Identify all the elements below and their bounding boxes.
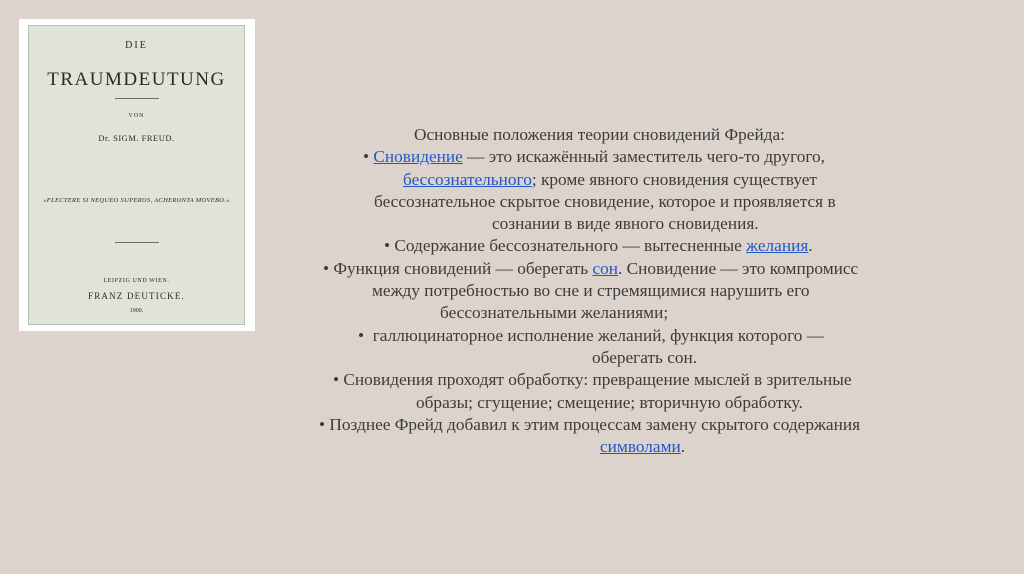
bullet-item-symbols-line2 xyxy=(300,436,1000,458)
bullet-item-dream-line3: бессознательное скрытое сновидение, которое и проявляется в xyxy=(374,191,836,211)
bullet-item-hallucination xyxy=(300,325,1000,347)
bullet-item-function xyxy=(300,258,1000,280)
book-divider xyxy=(115,98,159,99)
bullet-text: . xyxy=(808,236,813,256)
bullet-text: ; кроме явного сновидения существует xyxy=(531,169,817,189)
bullet-item-symbols xyxy=(300,414,1000,436)
bullet-marker: • xyxy=(358,325,365,345)
book-divider xyxy=(115,242,159,243)
bullet-item-dream xyxy=(300,146,1000,168)
bullet-text: Функция сновидений — оберегать xyxy=(333,258,589,278)
heading: Основные положения теории сновидений Фрейда: xyxy=(414,125,785,144)
bullet-item-hallucination-line2: оберегать сон. xyxy=(592,347,698,367)
link-dream[interactable]: Сновидение xyxy=(373,147,463,167)
bullet-text: . Сновидение — это компромисс xyxy=(618,258,859,278)
book-top-word: DIE xyxy=(125,40,148,51)
book-author: Dr. SIGM. FREUD. xyxy=(98,133,175,143)
bullet-text: — это искажённый заместитель чего-то другого, xyxy=(467,147,825,167)
bullet-item-function-line3: бессознательными желаниями; xyxy=(440,303,669,323)
link-unconscious[interactable]: бессознательного xyxy=(403,169,532,189)
bullet-marker: • xyxy=(323,258,330,278)
bullet-marker: • xyxy=(384,236,391,256)
book-publisher: FRANZ DEUTICKE. xyxy=(88,291,185,301)
bullet-item-dream-line2 xyxy=(300,169,1000,191)
bullet-marker: • xyxy=(363,147,370,167)
book-place: LEIPZIG UND WIEN. xyxy=(103,278,170,284)
bullet-text: Содержание бессознательного — вытесненные xyxy=(394,236,742,256)
bullet-item-function-line2: между потребностью во сне и стремящимися нарушить его xyxy=(372,281,810,301)
bullet-item-content xyxy=(300,235,1000,257)
bullet-text: Позднее Фрейд добавил к этим процессам замену скрытого содержания xyxy=(329,414,861,434)
link-symbols[interactable]: символами xyxy=(600,437,681,457)
book-cover-image xyxy=(19,19,255,331)
link-sleep[interactable]: сон xyxy=(592,258,619,278)
bullet-item-processing-line2: образы; сгущение; смещение; вторичную обработку. xyxy=(416,392,803,412)
book-motto: »FLECTERE SI NEQUEO SUPEROS, ACHERONTA MOVEBO.« xyxy=(43,197,230,204)
bullet-marker: • xyxy=(319,414,326,434)
link-desires[interactable]: желания xyxy=(746,236,809,256)
bullet-text: галлюцинаторное исполнение желаний, функция которого — xyxy=(372,325,824,345)
bullet-marker: • xyxy=(333,370,340,390)
bullet-item-processing xyxy=(300,369,1000,391)
book-title-page xyxy=(28,25,245,325)
bullet-item-dream-line4: сознании в виде явного сновидения. xyxy=(492,214,759,234)
book-title: TRAUMDEUTUNG xyxy=(47,69,226,90)
bullet-text: . xyxy=(680,437,686,457)
book-year: 1900. xyxy=(129,308,144,314)
theory-text xyxy=(300,124,1000,458)
bullet-text: Сновидения проходят обработку: превращение мыслей в зрительные xyxy=(343,370,852,390)
book-von: VON xyxy=(128,113,145,119)
